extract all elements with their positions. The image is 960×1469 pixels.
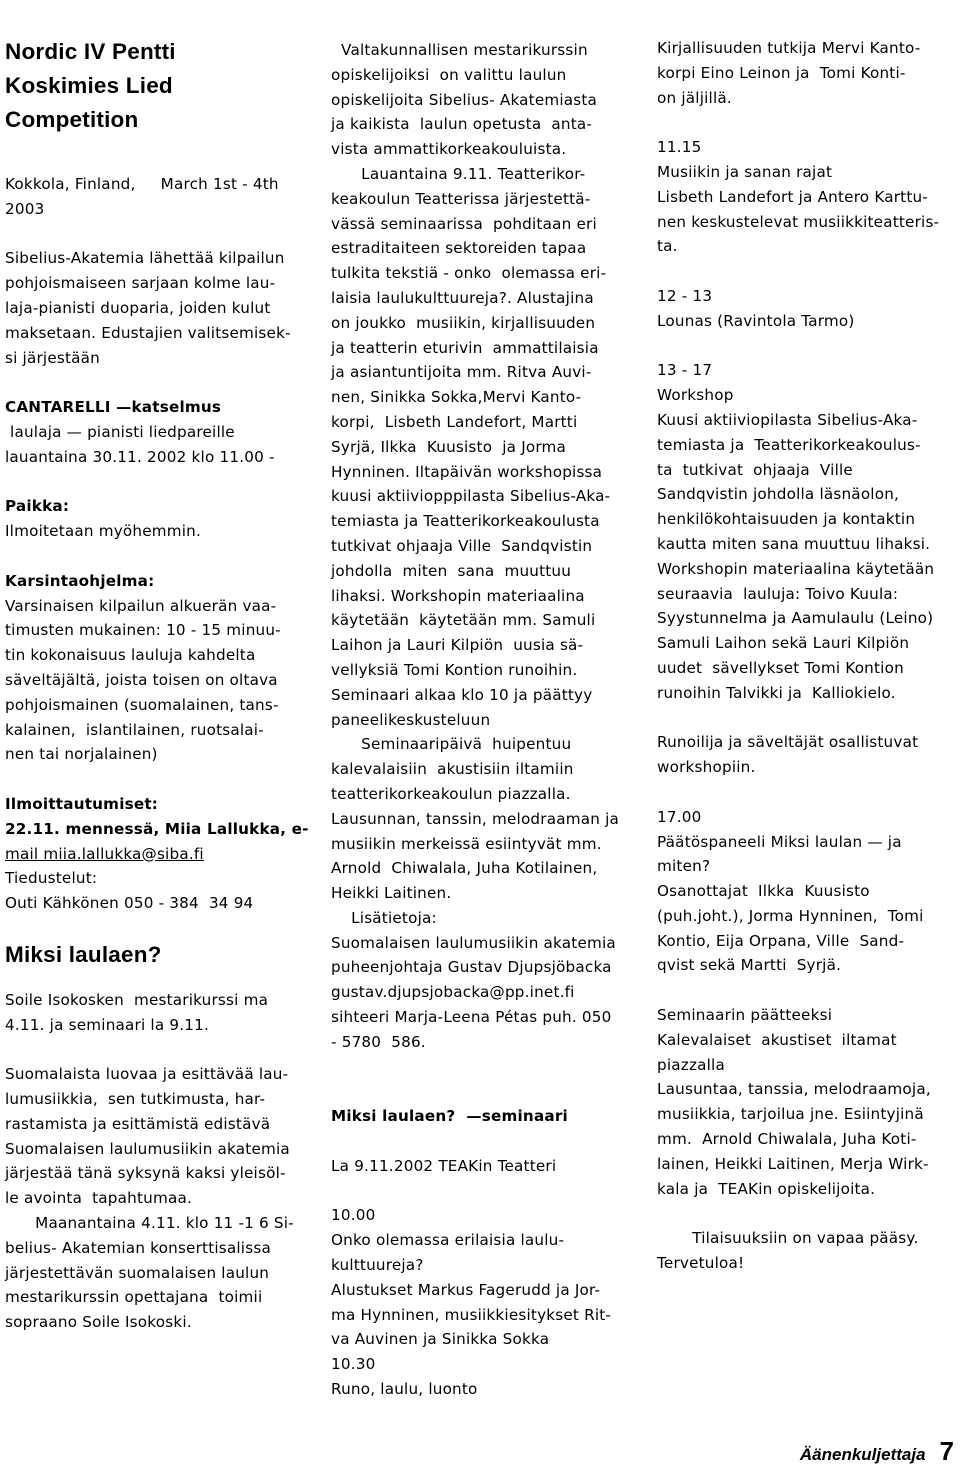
text-line: lumusiikkia, sen tutkimusta, har- bbox=[5, 1090, 266, 1109]
text-line: temiasta ja Teatterikorkeakoulus- bbox=[657, 435, 921, 454]
text-line: Syystunnelma ja Aamulaulu (Leino) bbox=[657, 609, 934, 628]
text-line: kalainen, islantilainen, ruotsalai- bbox=[5, 720, 264, 739]
text-line: (puh.joht.), Jorma Hynninen, Tomi bbox=[657, 906, 924, 925]
text-line: Suomalaisen laulumusiikin akatemia bbox=[331, 933, 616, 952]
text-line: ja asiantuntijoita mm. Ritva Auvi- bbox=[331, 363, 592, 382]
text-line: henkilökohtaisuuden ja kontaktin bbox=[657, 510, 916, 529]
text-line: vellyksiä Tomi Kontion runoihin. bbox=[331, 660, 578, 679]
text-line: maksetaan. Edustajien valitsemisek- bbox=[5, 323, 291, 342]
text-line: opiskelijoita Sibelius- Akatemiasta bbox=[331, 90, 598, 109]
text-line: runoihin Talvikki ja Kalliokielo. bbox=[657, 683, 896, 702]
title-line: Nordic IV Pentti bbox=[5, 39, 176, 64]
text-line: ja teatterin eturivin ammattilaisia bbox=[331, 338, 599, 357]
text-line: Arnold Chiwalala, Juha Kotilainen, bbox=[331, 859, 598, 878]
text-line: Seminaaripäivä huipentuu bbox=[331, 735, 572, 754]
text-line: estraditaiteen sektoreiden tapaa bbox=[331, 239, 587, 258]
text-line: timusten mukainen: 10 - 15 minuu- bbox=[5, 621, 281, 640]
text-line: Tilaisuuksiin on vapaa pääsy. bbox=[657, 1229, 919, 1248]
text-line: teatterikorkeakoulun piazzalla. bbox=[331, 784, 571, 803]
text-line: Tiedustelut: bbox=[5, 869, 98, 888]
text-line: Tervetuloa! bbox=[657, 1254, 745, 1273]
text-line: nen keskustelevat musiikkiteatteris- bbox=[657, 212, 940, 231]
text-line: rastamista ja esittämistä edistävä bbox=[5, 1114, 271, 1133]
text-line: korpi, Lisbeth Landefort, Martti bbox=[331, 412, 578, 431]
text-line: Kokkola, Finland, March 1st - 4th bbox=[5, 175, 279, 193]
text-line: Kuusi aktiiviopilasta Sibelius-Aka- bbox=[657, 410, 918, 429]
text-line: lauantaina 30.11. 2002 klo 11.00 - bbox=[5, 447, 275, 466]
text-line: belius- Akatemian konserttisalissa bbox=[5, 1238, 271, 1257]
title-line: Koskimies Lied bbox=[5, 73, 173, 98]
text-line: puheenjohtaja Gustav Djupsjöbacka bbox=[331, 958, 612, 977]
text-line: Lausuntaa, tanssia, melodraamoja, bbox=[657, 1080, 931, 1099]
text-line: järjestää tänä syksynä kaksi yleisöl- bbox=[5, 1164, 286, 1183]
text-line: mm. Arnold Chiwalala, Juha Koti- bbox=[657, 1130, 917, 1149]
text-line: Lausunnan, tanssin, melodraaman ja bbox=[331, 809, 620, 828]
text-line: sopraano Soile Isokoski. bbox=[5, 1313, 192, 1332]
text-line: musiikkia, tarjoilua jne. Esiintyjinä bbox=[657, 1105, 924, 1124]
text-line: La 9.11.2002 TEAKin Teatteri bbox=[331, 1156, 557, 1175]
text-line: vässä seminaarissa pohditaan eri bbox=[331, 214, 597, 233]
text-line: Lauantaina 9.11. Teatterikor- bbox=[331, 164, 586, 183]
section-label: Paikka: bbox=[5, 497, 70, 516]
text-line: ta tutkivat ohjaaja Ville bbox=[657, 460, 853, 479]
text-line: Outi Kähkönen 050 - 384 34 94 bbox=[5, 894, 254, 913]
text-line: 2003 bbox=[5, 199, 45, 218]
text-line: si järjestään bbox=[5, 348, 101, 367]
text-line: seuraavia lauluja: Toivo Kuula: bbox=[657, 584, 899, 603]
text-line: Seminaarin päätteeksi bbox=[657, 1006, 833, 1025]
text-line: on joukko musiikin, kirjallisuuden bbox=[331, 313, 596, 332]
text-line: Varsinaisen kilpailun alkuerän vaa- bbox=[5, 596, 277, 615]
text-line: nen tai norjalainen) bbox=[5, 745, 158, 764]
text-line: piazzalla bbox=[657, 1055, 725, 1074]
text-line: miten? bbox=[657, 857, 711, 876]
column-1 bbox=[5, 0, 315, 1335]
text-line: kulttuureja? bbox=[331, 1256, 424, 1275]
text-line: lihaksi. Workshopin materiaalina bbox=[331, 586, 585, 605]
text-line: on jäljillä. bbox=[657, 88, 732, 107]
text-line: järjestettävän suomalaisen laulun bbox=[5, 1263, 270, 1282]
text-line: Suomalaisen laulumusiikin akatemia bbox=[5, 1139, 290, 1158]
text-line: kalevalaisiin akustisiin iltamiin bbox=[331, 760, 574, 779]
text-line: Onko olemassa erilaisia laulu- bbox=[331, 1231, 565, 1250]
text-line: korpi Eino Leinon ja Tomi Konti- bbox=[657, 63, 906, 82]
text-line: kuusi aktiiviopppilasta Sibelius-Aka- bbox=[331, 487, 611, 506]
text-line: CANTARELLI —katselmus bbox=[5, 398, 222, 417]
text-line: - 5780 586. bbox=[331, 1032, 426, 1051]
competition-title bbox=[5, 35, 315, 137]
section-heading: Miksi laulaen? —seminaari bbox=[331, 1107, 568, 1126]
text-line: qvist sekä Martti Syrjä. bbox=[657, 956, 842, 975]
text-line: laja-pianisti duoparia, joiden kulut bbox=[5, 298, 271, 317]
text-line: Workshopin materiaalina käytetään bbox=[657, 559, 935, 578]
text-line: vista ammattikorkeakouluista. bbox=[331, 140, 567, 159]
text-line: laulaja — pianisti liedpareille bbox=[5, 422, 235, 441]
text-line: 11.15 bbox=[657, 138, 702, 157]
text-line: Maanantaina 4.11. klo 11 -1 6 Si- bbox=[5, 1214, 294, 1233]
text-line: opiskelijoiksi on valittu laulun bbox=[331, 65, 567, 84]
text-line: 22.11. mennessä, Miia Lallukka, e- bbox=[5, 819, 309, 838]
text-line: kautta miten sana muuttuu lihaksi. bbox=[657, 534, 931, 553]
text-line: Samuli Laihon sekä Lauri Kilpiön bbox=[657, 634, 910, 653]
text-line: 13 - 17 bbox=[657, 361, 713, 380]
text-line: ja kaikista laulun opetusta anta- bbox=[331, 115, 593, 134]
email-link[interactable]: mail miia.lallukka@siba.fi bbox=[5, 844, 204, 863]
text-line: workshopiin. bbox=[657, 758, 756, 777]
text-line: musiikin merkeissä esiintyvät mm. bbox=[331, 834, 602, 853]
text-line: Syrjä, Ilkka Kuusisto ja Jorma bbox=[331, 437, 567, 456]
text-line: Runoilija ja säveltäjät osallistuvat bbox=[657, 733, 919, 752]
text-line: käytetään käytetään mm. Samuli bbox=[331, 611, 596, 630]
text-line: Heikki Laitinen. bbox=[331, 884, 452, 903]
magazine-name: Äänenkuljettaja bbox=[799, 1445, 926, 1464]
text-line: Workshop bbox=[657, 386, 734, 405]
text-line: Hynninen. Iltapäivän workshopissa bbox=[331, 462, 603, 481]
text-line: lainen, Heikki Laitinen, Merja Wirk- bbox=[657, 1154, 929, 1173]
text-line: 10.00 bbox=[331, 1206, 376, 1225]
text-line: Valtakunnallisen mestarikurssin bbox=[331, 41, 588, 59]
text-line: 12 - 13 bbox=[657, 286, 713, 305]
text-line: Musiikin ja sanan rajat bbox=[657, 162, 833, 181]
text-line: Osanottajat Ilkka Kuusisto bbox=[657, 882, 870, 901]
text-line: Suomalaista luovaa ja esittävää lau- bbox=[5, 1065, 289, 1084]
text-line: ta. bbox=[657, 237, 678, 256]
text-line: kala ja TEAKin opiskelijoita. bbox=[657, 1179, 876, 1198]
text-line: tulkita tekstiä - onko olemassa eri- bbox=[331, 264, 607, 283]
text-line: Kontio, Eija Orpana, Ville Sand- bbox=[657, 931, 905, 950]
text-line: Päätöspaneeli Miksi laulan — ja bbox=[657, 832, 902, 851]
text-line: Seminaari alkaa klo 10 ja päättyy bbox=[331, 685, 593, 704]
text-line: Sibelius-Akatemia lähettää kilpailun bbox=[5, 249, 285, 268]
text-line: 10.30 bbox=[331, 1355, 376, 1374]
text-line: Alustukset Markus Fagerudd ja Jor- bbox=[331, 1280, 601, 1299]
text-line: va Auvinen ja Sinikka Sokka bbox=[331, 1330, 550, 1349]
text-line: 17.00 bbox=[657, 807, 702, 826]
text-line: gustav.djupsjobacka@pp.inet.fi bbox=[331, 983, 575, 1002]
text-line: pohjoismaiseen sarjaan kolme lau- bbox=[5, 274, 276, 293]
text-line: Lounas (Ravintola Tarmo) bbox=[657, 311, 855, 330]
text-line: Sandqvistin johdolla läsnäolon, bbox=[657, 485, 900, 504]
text-line: Lisätietoja: bbox=[331, 908, 437, 927]
text-line: Soile Isokosken mestarikurssi ma bbox=[5, 990, 269, 1009]
title-line: Competition bbox=[5, 107, 139, 132]
text-line: keakoulun Teatterissa järjestettä- bbox=[331, 189, 591, 208]
column-2 bbox=[331, 38, 637, 1402]
text-line: temiasta ja Teatterikorkeakoulusta bbox=[331, 512, 600, 531]
text-line: ma Hynninen, musiikkiesitykset Rit- bbox=[331, 1305, 612, 1324]
text-line: uudet sävellykset Tomi Kontion bbox=[657, 658, 904, 677]
text-line: tutkivat ohjaaja Ville Sandqvistin bbox=[331, 536, 593, 555]
text-line: säveltäjältä, joista toisen on oltava bbox=[5, 670, 278, 689]
text-line: sihteeri Marja-Leena Pétas puh. 050 bbox=[331, 1008, 612, 1027]
text-line: Kalevalaiset akustiset iltamat bbox=[657, 1030, 897, 1049]
text-line: Runo, laulu, luonto bbox=[331, 1380, 478, 1399]
text-line: tin kokonaisuus lauluja kahdelta bbox=[5, 646, 256, 665]
text-line: Lisbeth Landefort ja Antero Karttu- bbox=[657, 187, 928, 206]
text-line: Laihon ja Lauri Kilpiön uusia sä- bbox=[331, 636, 584, 655]
text-line: pohjoismainen (suomalainen, tans- bbox=[5, 695, 279, 714]
section-label: Karsintaohjelma: bbox=[5, 571, 155, 590]
text-line: paneelikeskusteluun bbox=[331, 710, 491, 729]
text-line: laisia laulukulttuureja?. Alustajina bbox=[331, 288, 594, 307]
page-footer bbox=[800, 1436, 954, 1467]
text-line: nen, Sinikka Sokka,Mervi Kanto- bbox=[331, 388, 582, 407]
text-line: johdolla miten sana muuttuu bbox=[331, 561, 572, 580]
column-3 bbox=[657, 36, 960, 1276]
text-line: Ilmoitetaan myöhemmin. bbox=[5, 522, 202, 541]
text-line: Kirjallisuuden tutkija Mervi Kanto- bbox=[657, 39, 921, 57]
text-line: mestarikurssin opettajana toimii bbox=[5, 1288, 263, 1307]
text-line: le avointa tapahtumaa. bbox=[5, 1189, 192, 1208]
section-label: Ilmoittautumiset: bbox=[5, 794, 159, 813]
page-number: 7 bbox=[939, 1436, 954, 1466]
section-heading: Miksi laulaen? bbox=[5, 941, 162, 967]
text-line: 4.11. ja seminaari la 9.11. bbox=[5, 1015, 210, 1034]
